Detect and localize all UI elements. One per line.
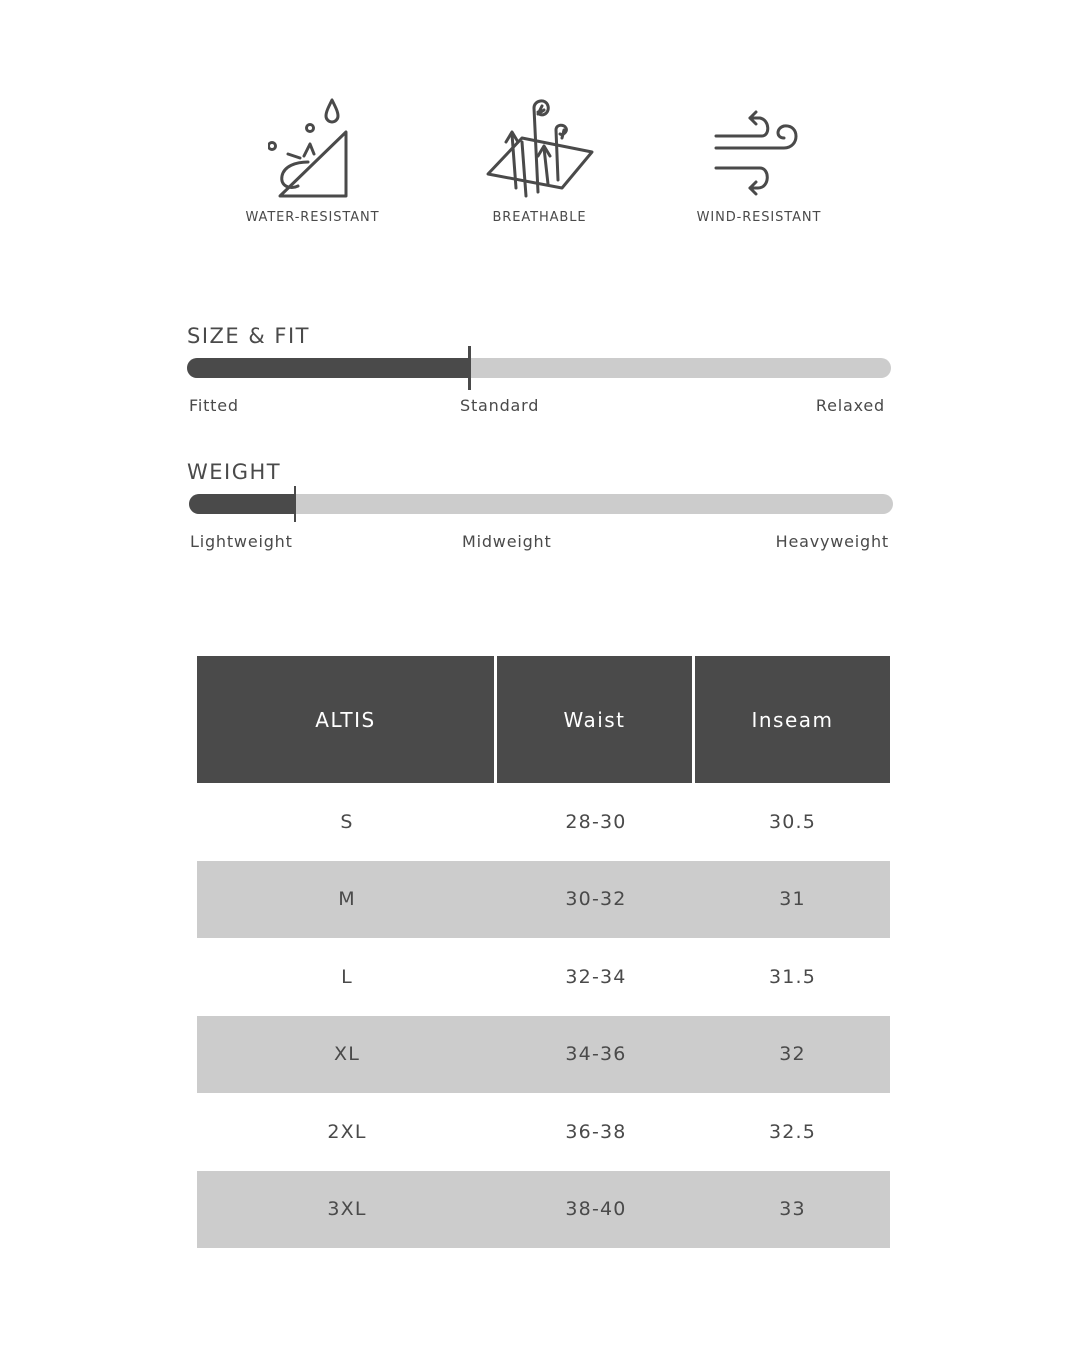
weight-title: WEIGHT (187, 460, 282, 484)
size-fit-fill (187, 358, 469, 378)
cell-size: S (340, 810, 354, 833)
weight-marker (294, 486, 296, 522)
weight-label-lightweight: Lightweight (190, 532, 293, 551)
cell-waist: 34-36 (565, 1043, 627, 1066)
cell-size: L (341, 965, 353, 988)
weight-label-heavyweight: Heavyweight (775, 532, 889, 551)
cell-waist: 36-38 (565, 1120, 627, 1143)
size-fit-track (187, 358, 891, 378)
weight-scale (187, 460, 893, 554)
weight-labels (187, 532, 893, 554)
cell-waist: 38-40 (565, 1198, 627, 1221)
cell-waist: 30-32 (565, 888, 627, 911)
size-fit-labels (187, 396, 893, 418)
cell-waist: 28-30 (565, 810, 627, 833)
size-table (197, 656, 890, 1248)
table-row (197, 1016, 890, 1094)
cell-size: 3XL (327, 1198, 367, 1221)
size-fit-marker (468, 346, 471, 390)
cell-inseam: 31.5 (768, 965, 817, 988)
feature-label: WATER-RESISTANT (245, 210, 380, 225)
feature-label: WIND-RESISTANT (696, 210, 822, 225)
weight-label-midweight: Midweight (462, 532, 552, 551)
feature-icons (0, 96, 1080, 246)
header-waist: Waist (497, 656, 692, 783)
cell-inseam: 32.5 (768, 1120, 817, 1143)
table-row (197, 938, 890, 1016)
size-fit-label-relaxed: Relaxed (815, 396, 885, 415)
cell-size: 2XL (327, 1120, 367, 1143)
cell-waist: 32-34 (565, 965, 627, 988)
cell-inseam: 33 (779, 1198, 806, 1221)
weight-track (189, 494, 893, 514)
cell-size: M (338, 888, 356, 911)
cell-inseam: 30.5 (768, 810, 817, 833)
table-row (197, 783, 890, 861)
weight-fill (189, 494, 295, 514)
size-fit-scale (187, 324, 893, 418)
wind-resistant-icon (714, 96, 804, 200)
cell-inseam: 32 (779, 1043, 806, 1066)
size-table-header (197, 656, 890, 783)
feature-water-resistant (205, 96, 420, 225)
table-row (197, 1093, 890, 1171)
feature-wind-resistant (660, 96, 858, 225)
cell-size: XL (333, 1043, 360, 1066)
feature-label: BREATHABLE (492, 210, 587, 225)
header-inseam: Inseam (695, 656, 890, 783)
size-fit-label-standard: Standard (460, 396, 540, 415)
cell-inseam: 31 (779, 888, 806, 911)
table-row (197, 861, 890, 939)
table-row (197, 1171, 890, 1249)
breathable-icon (482, 96, 598, 200)
size-fit-title: SIZE & FIT (187, 324, 311, 348)
feature-breathable (462, 96, 617, 225)
water-resistant-icon (268, 96, 358, 200)
size-fit-label-fitted: Fitted (189, 396, 239, 415)
header-model: ALTIS (197, 656, 494, 783)
